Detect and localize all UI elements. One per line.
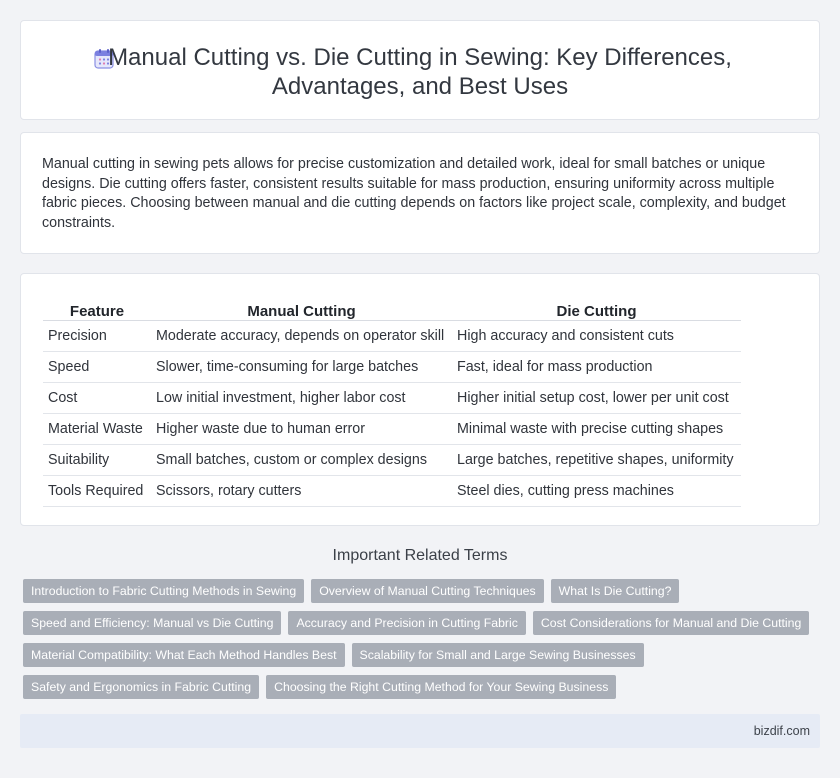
title-card <box>20 20 820 120</box>
die-cell: Large batches, repetitive shapes, uniformity <box>452 444 741 475</box>
table-row <box>43 413 741 444</box>
feature-cell: Speed <box>43 351 151 382</box>
related-term-tag[interactable]: Scalability for Small and Large Sewing Businesses <box>352 643 644 667</box>
page-title-line1: Manual Cutting vs. Die Cutting in Sewing: Key Differences, <box>108 44 732 71</box>
feature-cell: Tools Required <box>43 475 151 506</box>
die-cell: Steel dies, cutting press machines <box>452 475 741 506</box>
manual-cell: Higher waste due to human error <box>151 413 452 444</box>
table-header-row <box>43 296 741 320</box>
tag-row <box>23 611 823 635</box>
header-die-cutting: Die Cutting <box>452 296 741 320</box>
table-row <box>43 320 741 351</box>
manual-cell: Low initial investment, higher labor cost <box>151 382 452 413</box>
tag-row <box>23 643 823 667</box>
table-row <box>43 444 741 475</box>
related-term-tag[interactable]: Introduction to Fabric Cutting Methods in Sewing <box>23 579 304 603</box>
comparison-table <box>43 296 741 507</box>
footer-site-link[interactable]: bizdif.com <box>753 724 810 738</box>
intro-paragraph: Manual cutting in sewing pets allows for precise customization and detailed work, ideal for small batches or unique designs. Die cutting offers faster, consistent results suitable for mass production, ensuring uniformity across multiple fabric pieces. Choosing between manual and die cutting depends on factors like project scale, complexity, and budget constraints. <box>42 156 786 231</box>
footer <box>20 714 820 748</box>
related-term-tag[interactable]: Overview of Manual Cutting Techniques <box>311 579 543 603</box>
feature-cell: Precision <box>43 320 151 351</box>
table-row <box>43 351 741 382</box>
intro-card <box>20 132 820 254</box>
related-term-tag[interactable]: Safety and Ergonomics in Fabric Cutting <box>23 675 259 699</box>
feature-cell: Material Waste <box>43 413 151 444</box>
related-term-tag[interactable]: Choosing the Right Cutting Method for Your Sewing Business <box>266 675 616 699</box>
tag-row <box>23 675 823 699</box>
die-cell: Minimal waste with precise cutting shapes <box>452 413 741 444</box>
die-cell: Higher initial setup cost, lower per unit cost <box>452 382 741 413</box>
related-terms-heading: Important Related Terms <box>332 547 508 564</box>
die-cell: Fast, ideal for mass production <box>452 351 741 382</box>
header-manual-cutting: Manual Cutting <box>151 296 452 320</box>
manual-cell: Scissors, rotary cutters <box>151 475 452 506</box>
feature-cell: Cost <box>43 382 151 413</box>
tag-row <box>23 579 823 603</box>
table-row <box>43 382 741 413</box>
table-row <box>43 475 741 506</box>
die-cell: High accuracy and consistent cuts <box>452 320 741 351</box>
related-term-tag[interactable]: Speed and Efficiency: Manual vs Die Cutting <box>23 611 281 635</box>
related-term-tag[interactable]: Material Compatibility: What Each Method Handles Best <box>23 643 345 667</box>
related-term-tag[interactable]: What Is Die Cutting? <box>551 579 680 603</box>
manual-cell: Small batches, custom or complex designs <box>151 444 452 475</box>
related-terms-list <box>23 579 823 707</box>
feature-cell: Suitability <box>43 444 151 475</box>
header-feature: Feature <box>43 296 151 320</box>
manual-cell: Slower, time-consuming for large batches <box>151 351 452 382</box>
related-term-tag[interactable]: Accuracy and Precision in Cutting Fabric <box>288 611 525 635</box>
page-title <box>108 43 732 101</box>
page-title-line2: Advantages, and Best Uses <box>271 73 569 100</box>
related-term-tag[interactable]: Cost Considerations for Manual and Die Cutting <box>533 611 809 635</box>
comparison-table-card <box>20 273 820 526</box>
manual-cell: Moderate accuracy, depends on operator skill <box>151 320 452 351</box>
